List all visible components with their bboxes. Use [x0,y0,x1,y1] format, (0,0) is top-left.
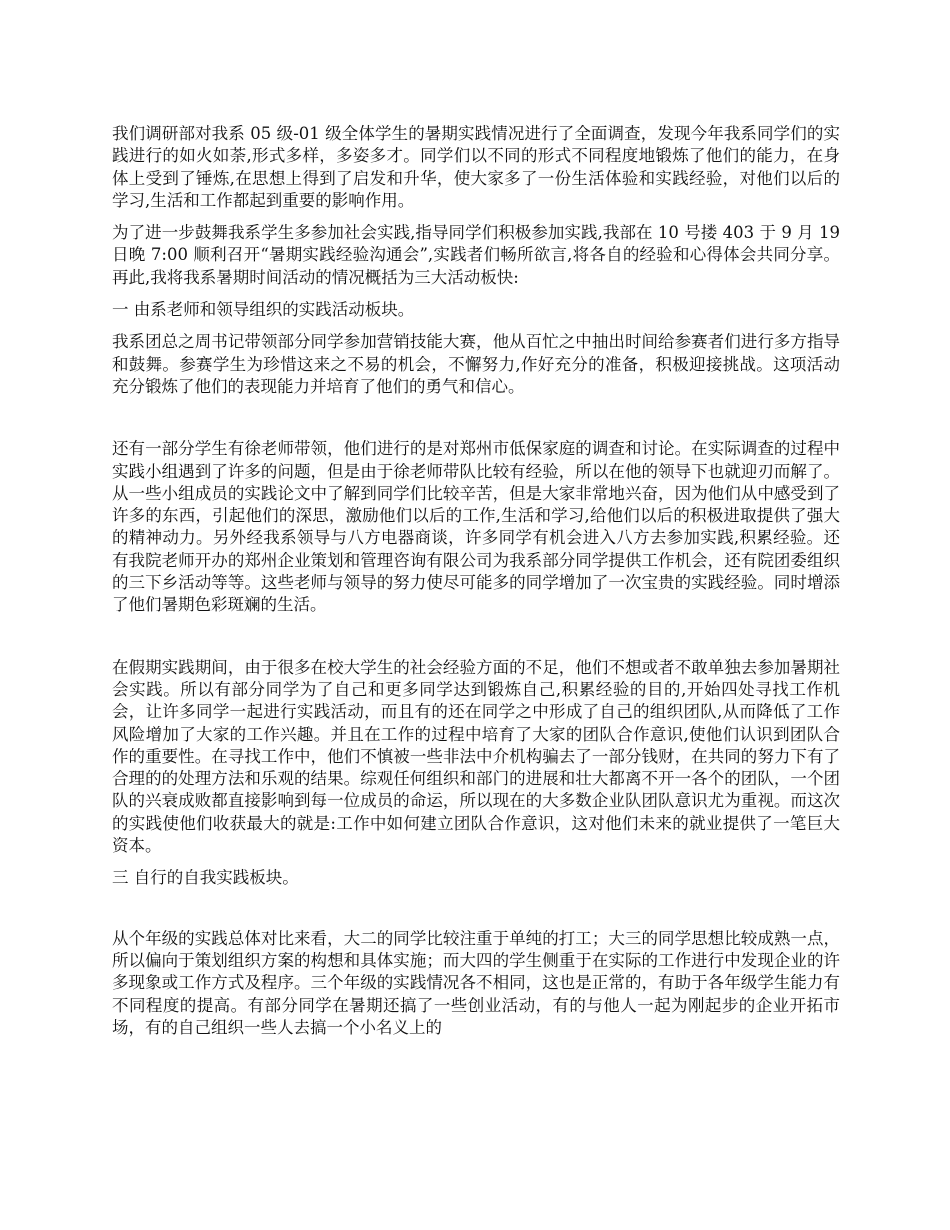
paragraph-intro: 我们调研部对我系 05 级-01 级全体学生的暑期实践情况进行了全面调查，发现今年我系同学们的实践进行的如火如荼,形式多样，多姿多才。同学们以不同的形式不同程度地锻炼了他们的能力，在身体上受到了锤炼,在思想上得到了启发和升华，使大家多了一份生活体验和实践经验，对他们以后的学习,生活和工作都起到重要的影响作用。 [112,124,840,210]
paragraph-low-income-survey: 还有一部分学生有徐老师带领，他们进行的是对郑州市低保家庭的调查和讨论。在实际调查的过程中实践小组遇到了许多的问题，但是由于徐老师带队比较有经验，所以在他的领导下也就迎刃而解了。从一些小组成员的实践论文中了解到同学们比较辛苦，但是大家非常地兴奋，因为他们从中感受到了许多的东西，引起他们的深思，激励他们以后的工作,生活和学习,给他们以后的积极进取提供了强大的精神动力。另外经我系领导与八方电器商谈，许多同学有机会进入八方去参加实践,积累经验。还有我院老师开办的郑州企业策划和管理咨询有限公司为我系部分同学提供工作机会，还有院团委组织的三下乡活动等等。这些老师与领导的努力使尽可能多的同学增加了一次宝贵的实践经验。同时增添了他们暑期色彩斑斓的生活。 [112,439,840,615]
paragraph-grade-comparison: 从个年级的实践总体对比来看，大二的同学比较注重于单纯的打工；大三的同学思想比较成熟一点，所以偏向于策划组织方案的构想和具体实施；而大四的学生侧重于在实际的工作进行中发现企业的许多现象或工作方式及程序。三个年级的实践情况各不相同，这也是正常的，有助于各年级学生能力有不同程度的提高。有部分同学在暑期还搞了一些创业活动，有的与他人一起为刚起步的企业开拓市场，有的自己组织一些人去搞一个小名义上的 [112,928,840,1037]
section-heading-one: 一 由系老师和领导组织的实践活动板块。 [112,300,415,320]
paragraph-sales-contest: 我系团总之周书记带领部分同学参加营销技能大赛，他从百忙之中抽出时间给参赛者们进行多方指导和鼓舞。参赛学生为珍惜这来之不易的机会，不懈努力,作好充分的准备，积极迎接挑战。这项活动充分锻炼了他们的表现能力并培育了他们的勇气和信心。 [112,332,840,396]
document-page [112,123,840,1049]
paragraph-team-practice: 在假期实践期间，由于很多在校大学生的社会经验方面的不足，他们不想或者不敢单独去参加暑期社会实践。所以有部分同学为了自己和更多同学达到锻炼自己,积累经验的目的,开始四处寻找工作机会，让许多同学一起进行实践活动，而且有的还在同学之中形成了自己的组织团队,从而降低了工作风险增加了大家的工作兴趣。并且在工作的过程中培育了大家的团队合作意识,使他们认识到团队合作的重要性。在寻找工作中，他们不慎被一些非法中介机构骗去了一部分钱财，在共同的努力下有了合理的的处理方法和乐观的结果。综观任何组织和部门的进展和壮大都离不开一各个的团队，一个团队的兴衰成败都直接影响到每一位成员的命运，所以现在的大多数企业队团队意识尤为重视。而这次的实践使他们收获最大的就是:工作中如何建立团队合作意识，这对他们未来的就业提供了一笔巨大资本。 [112,657,840,856]
paragraph-meeting: 为了进一步鼓舞我系学生多参加社会实践,指导同学们积极参加实践,我部在 10 号搂 403 于 9 月 19 日晚 7:00 顺利召开“暑期实践经验沟通会”,实践者们畅所欲言,将各自的经验和心得体会共同分享。再此,我将我系暑期时间活动的情况概括为三大活动板快: [112,223,840,287]
section-heading-three: 三 自行的自我实践板块。 [112,868,299,888]
